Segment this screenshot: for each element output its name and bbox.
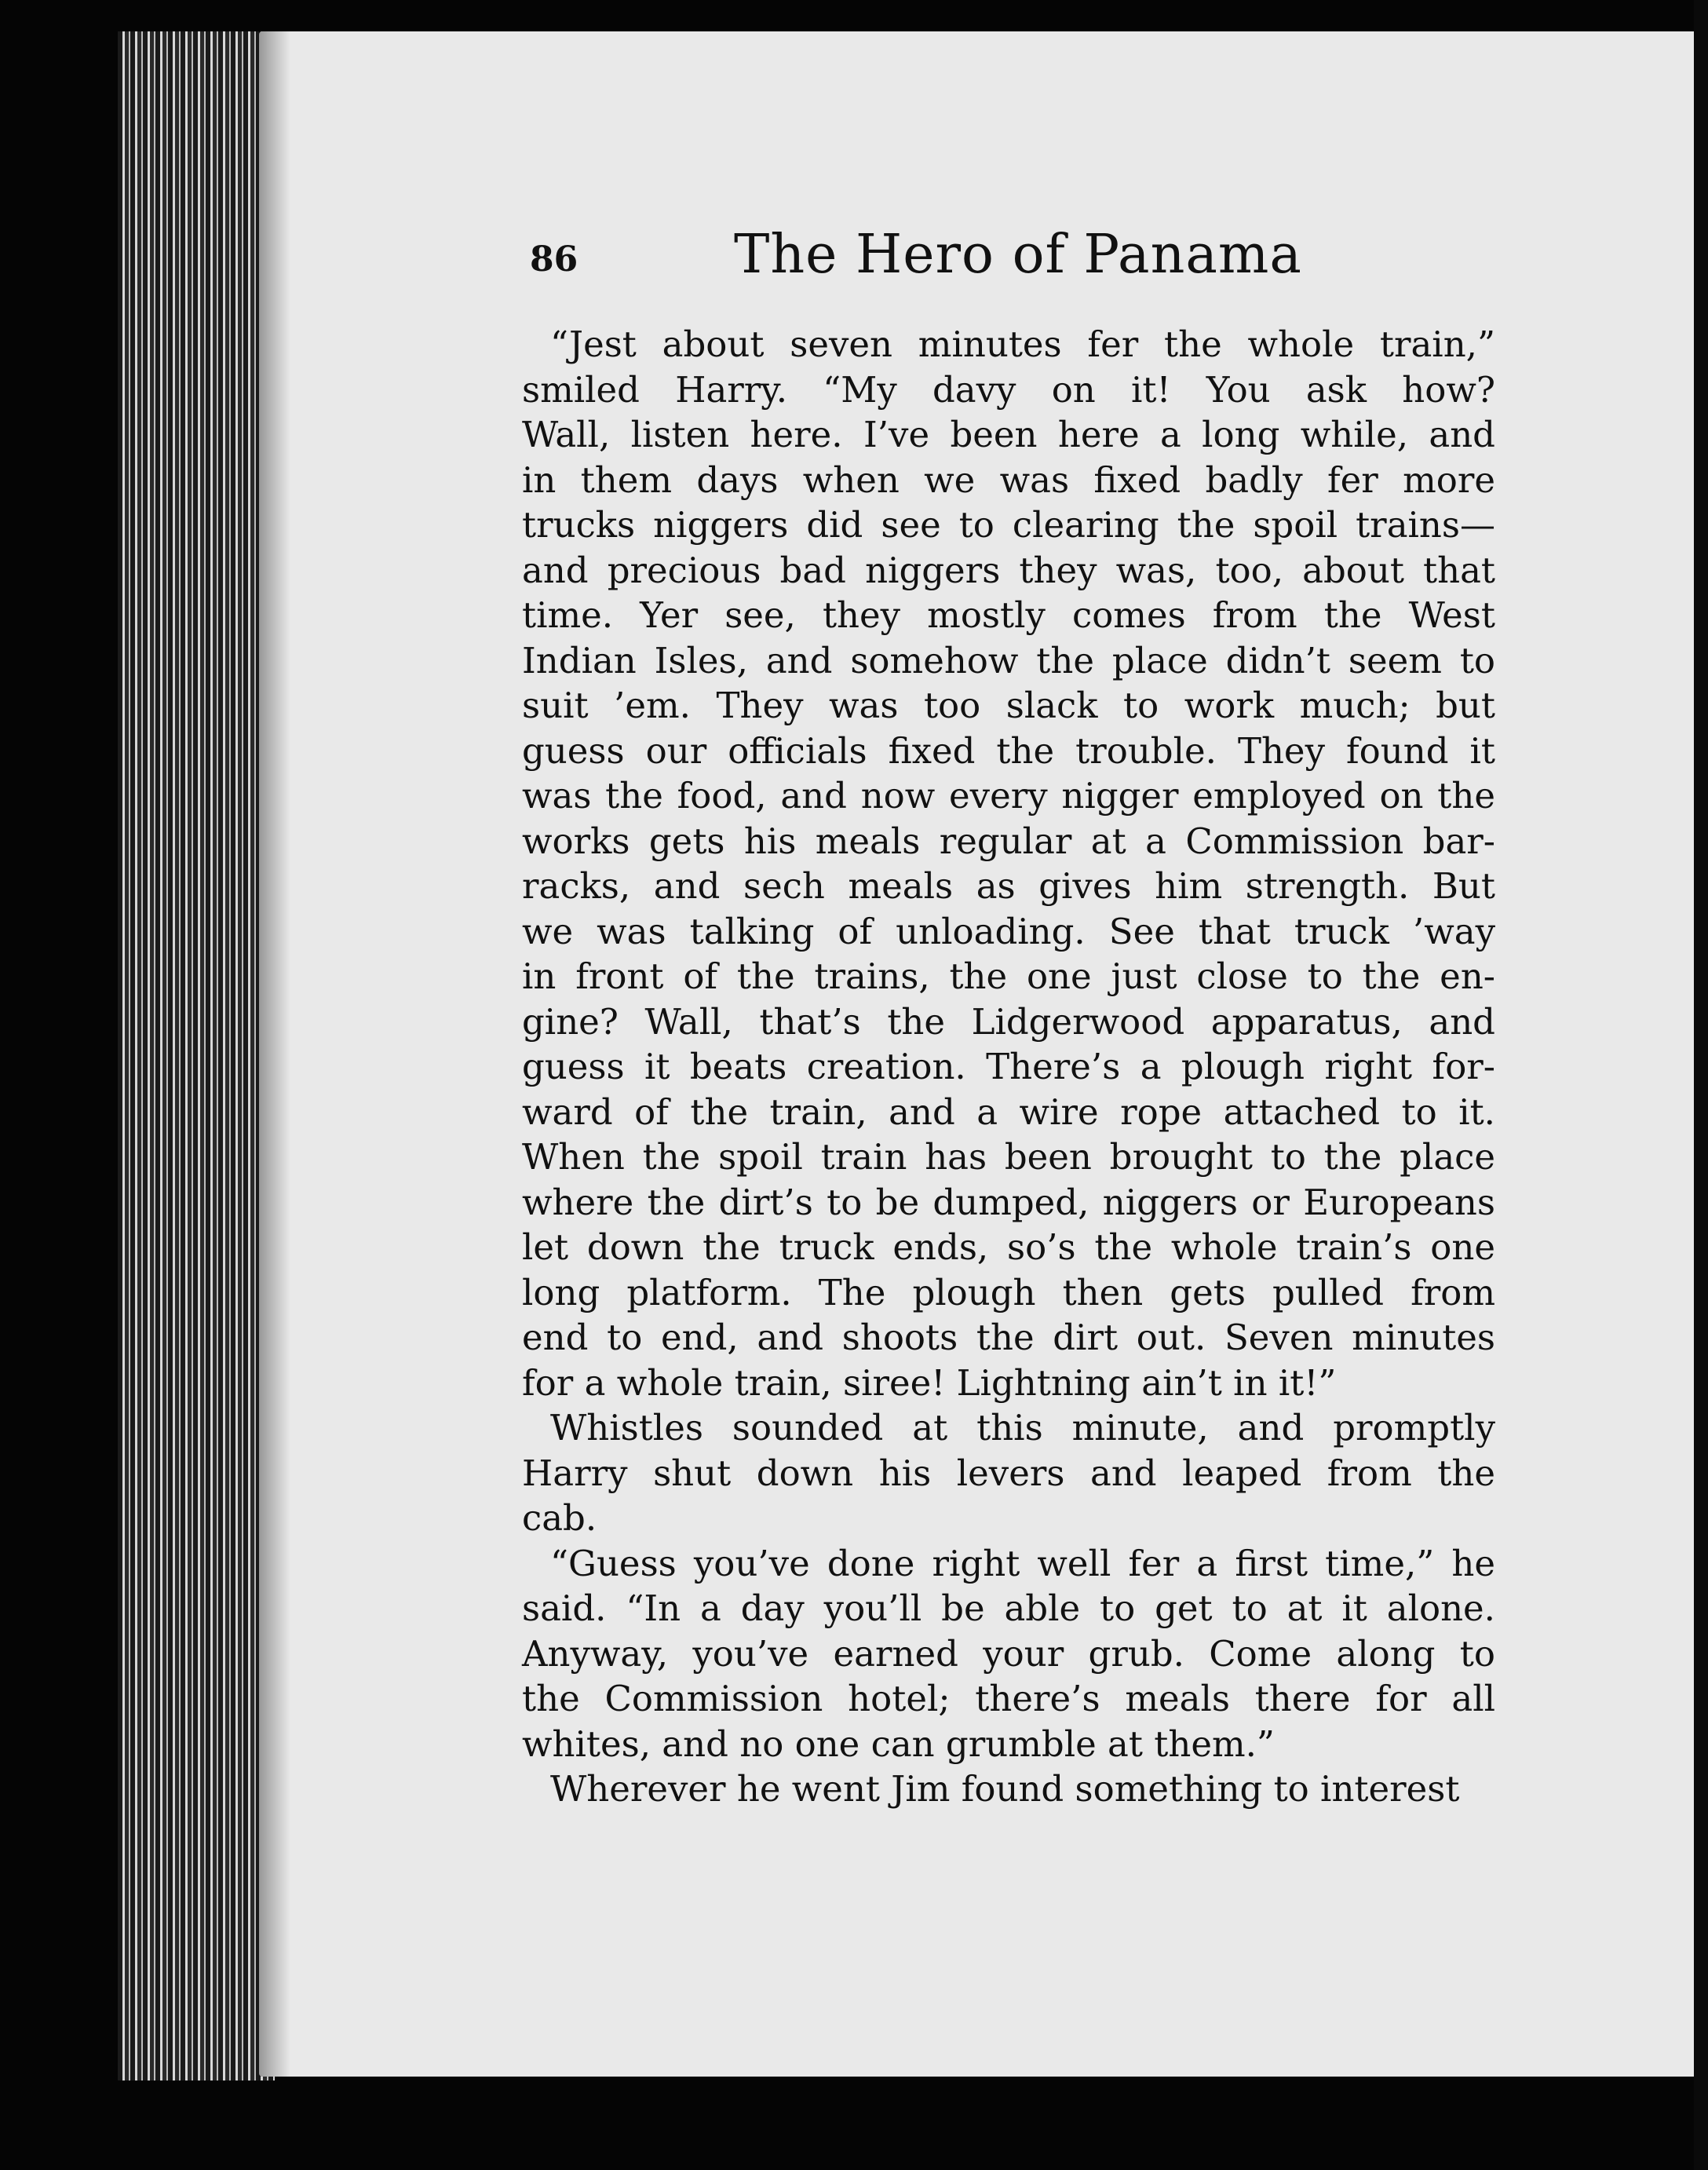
text-line: let down the truck ends, so’s the whole train’s one [522, 1226, 1495, 1268]
text-line: “Jest about seven minutes fer the whole train,” [550, 323, 1495, 365]
text-line: long platform. The plough then gets pulled from [522, 1271, 1495, 1313]
text-line: cab. [522, 1497, 597, 1539]
running-title: The Hero of Panama [734, 224, 1302, 286]
text-line: guess it beats creation. There’s a plough right for- [522, 1046, 1495, 1087]
text-line: Anyway, you’ve earned your grub. Come along to [522, 1632, 1495, 1675]
text-line: end to end, and shoots the dirt out. Seven minutes [522, 1317, 1495, 1358]
body-text [522, 322, 1495, 1812]
text-line: ward of the train, and a wire rope attached to it. [522, 1090, 1495, 1133]
text-line: “Guess you’ve done right well fer a first time,” he [550, 1542, 1495, 1584]
text-line: and precious bad niggers they was, too, about that [522, 549, 1495, 591]
text-line: time. Yer see, they mostly comes from the West [522, 594, 1495, 636]
page-edges [118, 31, 275, 2080]
text-line: where the dirt’s to be dumped, niggers or Europeans [522, 1181, 1495, 1223]
paragraph [522, 1405, 1495, 1541]
text-line: we was talking of unloading. See that truck ’way [522, 910, 1495, 952]
spine-shadow [259, 31, 290, 2077]
text-line: whites, and no one can grumble at them.” [522, 1722, 1275, 1765]
text-line: trucks niggers did see to clearing the spoil trains— [522, 504, 1495, 546]
text-line: was the food, and now every nigger employed on the [522, 775, 1495, 816]
text-line: gine? Wall, that’s the Lidgerwood apparatus, and [522, 1000, 1495, 1043]
text-line: Wherever he went Jim found something to interest [550, 1768, 1460, 1810]
text-line: in front of the trains, the one just close to the en- [522, 955, 1495, 997]
text-line: Harry shut down his levers and leaped from the [522, 1452, 1495, 1494]
text-line: guess our officials fixed the trouble. They found it [522, 729, 1495, 772]
text-line: works gets his meals regular at a Commission bar- [522, 820, 1495, 862]
text-line: the Commission hotel; there’s meals there for all [522, 1678, 1495, 1719]
text-line: in them days when we was fixed badly fer more [522, 458, 1495, 501]
paragraph [522, 1766, 1495, 1812]
page-header [530, 224, 1315, 302]
text-line: suit ’em. They was too slack to work much; but [522, 685, 1495, 726]
page-number: 86 [530, 239, 578, 279]
text-line: racks, and sech meals as gives him strength. But [522, 865, 1495, 907]
text-line: for a whole train, siree! Lightning ain’t in it!” [522, 1361, 1337, 1404]
paragraph [522, 322, 1495, 1405]
text-line: Whistles sounded at this minute, and promptly [550, 1407, 1495, 1448]
text-line: smiled Harry. “My davy on it! You ask how? [522, 368, 1495, 411]
text-line: Wall, listen here. I’ve been here a long while, and [522, 414, 1495, 455]
text-line: Indian Isles, and somehow the place didn’t seem to [522, 639, 1495, 681]
text-line: When the spoil train has been brought to the place [522, 1136, 1495, 1178]
right-edge [1694, 0, 1708, 2170]
paragraph [522, 1541, 1495, 1767]
text-line: said. “In a day you’ll be able to get to at it alone. [522, 1587, 1495, 1629]
